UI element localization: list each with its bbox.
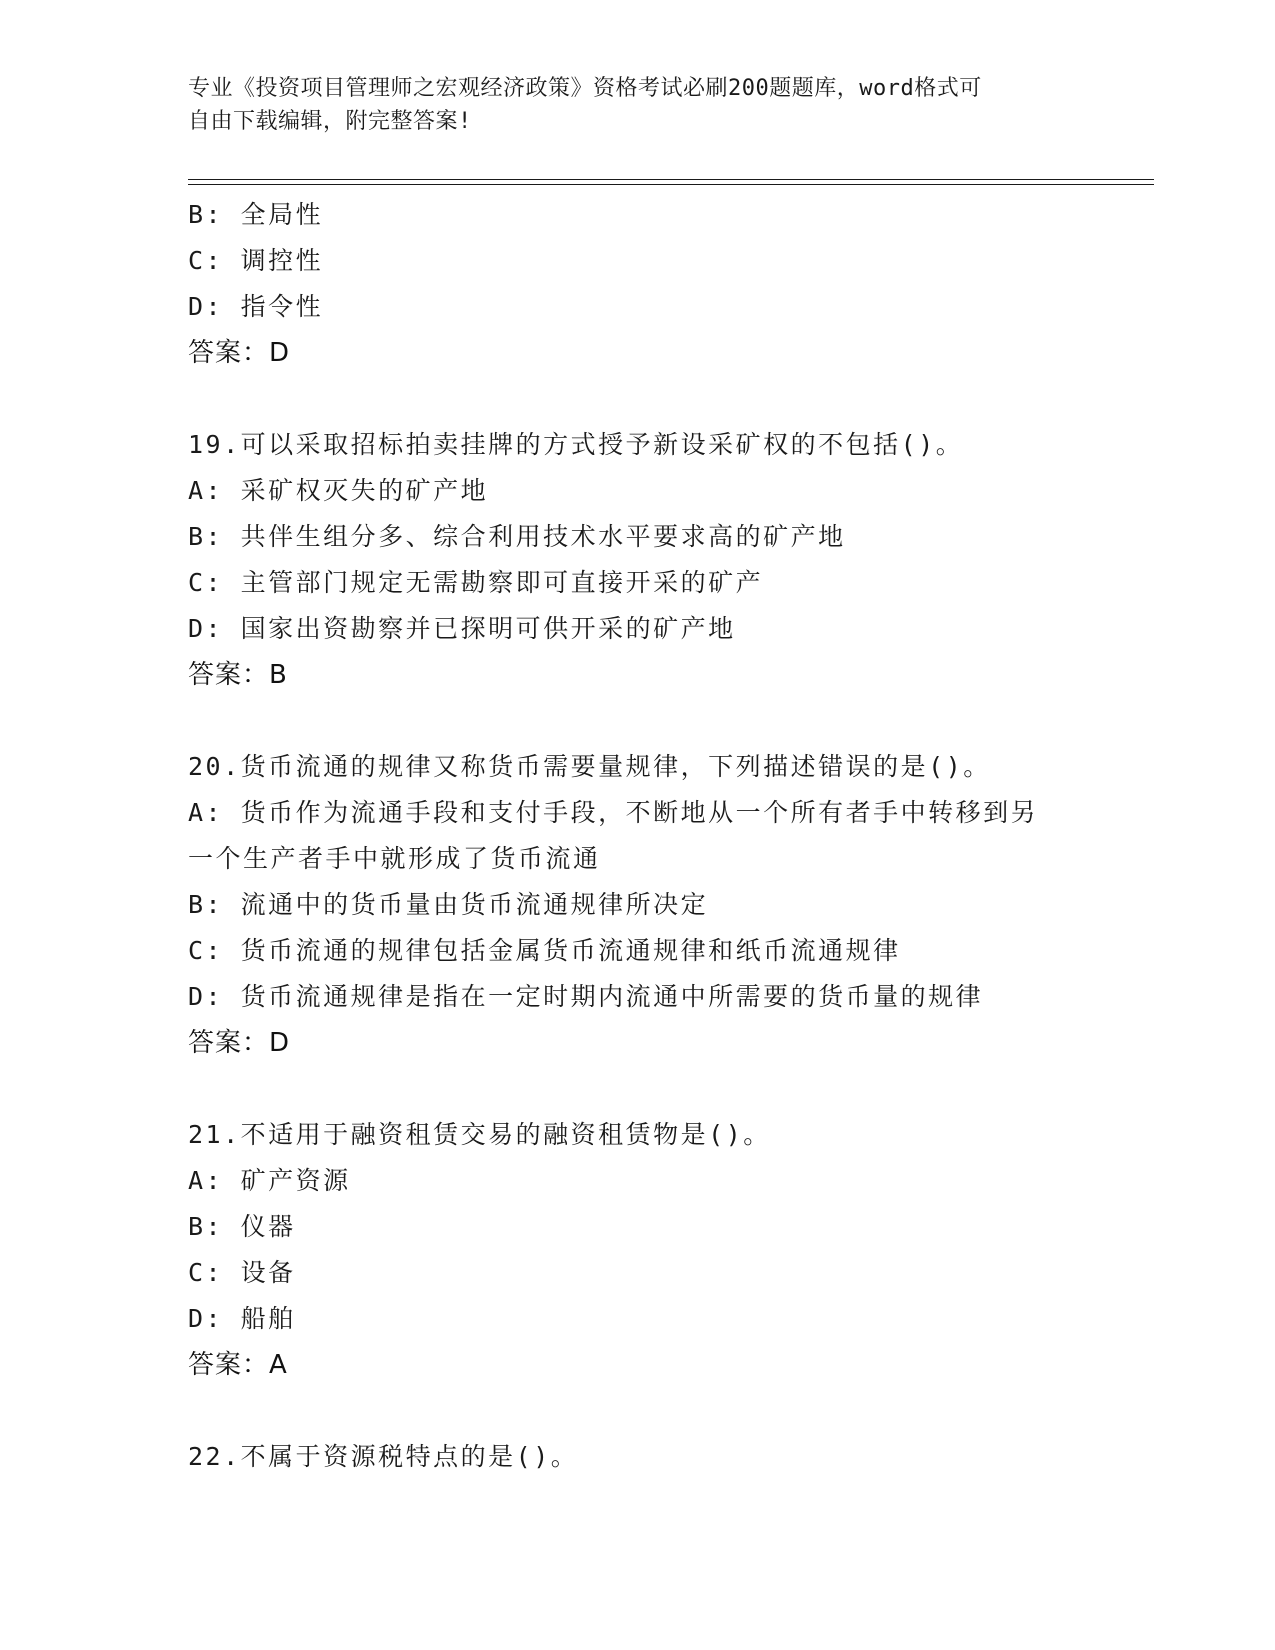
- question-22: [188, 1434, 1088, 1480]
- option-a-continued: 一个生产者手中就形成了货币流通: [188, 844, 601, 873]
- question-text: 22.不属于资源税特点的是()。: [188, 1442, 579, 1471]
- answer: 答案：A: [188, 1350, 288, 1380]
- question-text: 20.货币流通的规律又称货币需要量规律，下列描述错误的是()。: [188, 752, 991, 781]
- question-20: [188, 744, 1088, 1066]
- question-text: 21.不适用于融资租赁交易的融资租赁物是()。: [188, 1120, 771, 1149]
- spacer: [188, 698, 1088, 744]
- option-c: C: 设备: [188, 1258, 296, 1287]
- header-line-2: 自由下载编辑，附完整答案!: [188, 109, 472, 134]
- option-c: C: 调控性: [188, 246, 324, 275]
- answer: 答案：D: [188, 1028, 291, 1058]
- option-a: A: 货币作为流通手段和支付手段，不断地从一个所有者手中转移到另: [188, 798, 1039, 827]
- option-b: B: 全局性: [188, 200, 324, 229]
- question-18: [188, 192, 1088, 376]
- option-b: B: 流通中的货币量由货币流通规律所决定: [188, 890, 709, 919]
- question-list: [188, 192, 1088, 1480]
- question-21: [188, 1112, 1088, 1388]
- option-d: D: 国家出资勘察并已探明可供开采的矿产地: [188, 614, 736, 643]
- spacer: [188, 1066, 1088, 1112]
- question-text: 19.可以采取招标拍卖挂牌的方式授予新设采矿权的不包括()。: [188, 430, 964, 459]
- option-a: A: 矿产资源: [188, 1166, 351, 1195]
- option-b: B: 仪器: [188, 1212, 296, 1241]
- option-b: B: 共伴生组分多、综合利用技术水平要求高的矿产地: [188, 522, 846, 551]
- option-c: C: 主管部门规定无需勘察即可直接开采的矿产: [188, 568, 764, 597]
- header-divider-top: [188, 179, 1154, 180]
- option-d: D: 货币流通规律是指在一定时期内流通中所需要的货币量的规律: [188, 982, 984, 1011]
- answer: 答案：B: [188, 660, 288, 690]
- option-d: D: 指令性: [188, 292, 324, 321]
- option-c: C: 货币流通的规律包括金属货币流通规律和纸币流通规律: [188, 936, 901, 965]
- spacer: [188, 376, 1088, 422]
- question-19: [188, 422, 1088, 698]
- option-d: D: 船舶: [188, 1304, 296, 1333]
- spacer: [188, 1388, 1088, 1434]
- header-line-1: 专业《投资项目管理师之宏观经济政策》资格考试必刷200题题库，word格式可: [188, 76, 982, 101]
- option-a: A: 采矿权灭失的矿产地: [188, 476, 489, 505]
- document-header: [188, 72, 1068, 138]
- answer: 答案：D: [188, 338, 291, 368]
- header-divider-bottom: [188, 184, 1154, 185]
